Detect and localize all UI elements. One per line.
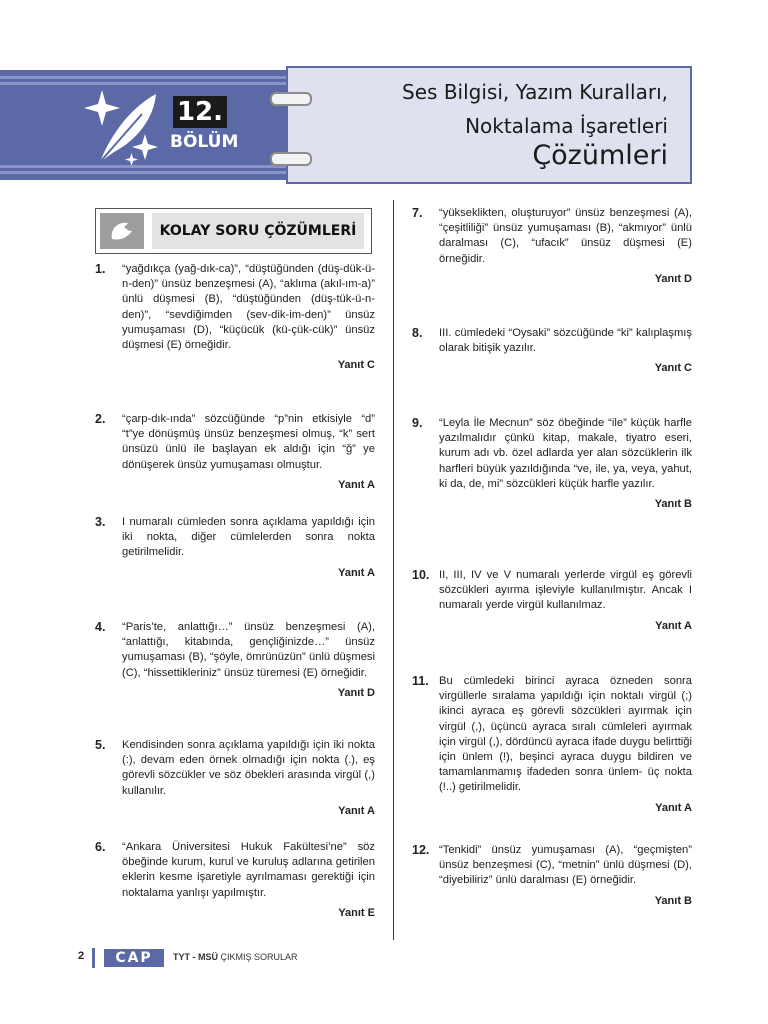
solution-text: “yağdıkça (yağ-dık-ca)”, “düştüğünden (düş-dük-ü-n-den)” ünsüz benzeşmesi (A), “aklıma (akıl-ım-a)” ünlü düşmesi (B), “düştüğünden (düş-tük-ü-n-den)”, “sevdiğimden (sev-dik-im-den)” ünsüz yumuşaması (D), “küçücük (kü-çük-cük)” ünsüz düşmesi (E) örneğidir. [122,263,375,352]
solution-number: 9. [412,416,423,430]
title-line-3: Çözümleri [532,140,668,171]
series-title-bold: TYT - MSÜ [173,952,218,962]
solution-answer: Yanıt B [654,894,692,907]
feather-icon [80,86,180,172]
solution-text: III. cümledeki “Oysaki” sözcüğünde “ki” kalıplaşmış olarak bitişik yazılır. [439,327,692,355]
solution-item [412,326,692,377]
binder-ring [270,92,312,106]
solution-text: “Ankara Üniversitesi Hukuk Fakültesi’ne” söz öbeğinde kurum, kurul ve kuruluş adlarına getirilen eklerin kesme işaretiyle ayrılmaması gerektiği için noktalama yanlışı yapılmıştır. [122,841,375,899]
series-title [173,952,298,962]
solution-answer: Yanıt B [654,498,692,511]
page-number: 2 [78,950,85,962]
solution-number: 12. [412,843,430,857]
solution-number: 7. [412,206,423,220]
solution-answer: Yanıt A [338,566,375,579]
solution-number: 2. [95,412,106,426]
solution-item [95,515,375,581]
solution-text: “Tenkidi” ünsüz yumuşaması (A), “geçmişten” ünsüz benzeşmesi (C), “metnin” ünlü düşmesi (D), “diyebiliriz” ünlü daralması (E) örneğidir. [439,844,692,887]
solution-number: 10. [412,568,430,582]
solution-text: II, III, IV ve V numaralı yerlerde virgül eş görevli sözcükleri ayırma işleviyle kullanılmıştır. Ancak I numaralı yerde virgül kullanılmaz. [439,569,692,612]
chapter-number: 12. [173,96,227,128]
solution-number: 5. [95,738,106,752]
solution-answer: Yanıt C [654,362,692,375]
solution-item [412,843,692,909]
solution-item [95,262,375,373]
solution-answer: Yanıt A [338,804,375,817]
solution-number: 3. [95,515,106,529]
solution-answer: Yanıt D [654,272,692,285]
solution-item [412,206,692,287]
solution-text: “çarp-dık-ında” sözcüğünde “p”nin etkisiyle “d” “t”ye dönüşmüş ünsüz benzeşmesi olmuş, “k” sert ünsüzü ünlü ile başlayan ek aldığı için “ğ” ye dönüşerek ünsüz yumuşaması olmuştur. [122,413,375,471]
series-title-rest: ÇIKMIŞ SORULAR [218,952,298,962]
solution-number: 6. [95,840,106,854]
solution-answer: Yanıt E [338,906,375,919]
solution-answer: Yanıt A [338,478,375,491]
solution-item [412,568,692,634]
chapter-label: BÖLÜM [170,132,239,152]
page-footer [78,948,378,968]
section-title: KOLAY SORU ÇÖZÜMLERİ [152,213,364,249]
solution-text: “yükseklikten, oluşturuyor” ünsüz benzeşmesi (A), “çeşitliliği” ünsüz yumuşaması (B), “akmıyor” ünlü daralması (C), “ufacık” ünsüz düşmesi (E) örneğidir. [439,207,692,265]
solution-item [95,738,375,819]
solution-number: 11. [412,674,429,688]
solution-text: I numaralı cümleden sonra açıklama yapıldığı için iki nokta, diğer cümlelerden sonra nokta getirilmelidir. [122,516,375,559]
solution-item [95,840,375,921]
solution-text: “Paris’te, anlattığı…” ünsüz benzeşmesi (A), “anlattığı, kitabında, gençliğinizde…” ünsüz yumuşaması (B), “şöyle, ömrünüzün” ünlü düşmesi (C), “hissettikleriniz” ünsüz türemesi (E) örneğidir. [122,621,375,679]
column-divider [393,200,394,940]
solution-text: Kendisinden sonra açıklama yapıldığı için iki nokta (:), devam eden örnek olmadığı için nokta (.), eş görevli sözcükler ve söz öbekleri arasında virgül (,) kullanılır. [122,739,375,797]
title-line-1: Ses Bilgisi, Yazım Kuralları, [402,80,668,104]
solution-item [412,674,692,816]
footer-divider [92,948,95,968]
solution-answer: Yanıt C [337,359,375,372]
solution-number: 8. [412,326,423,340]
solution-text: Bu cümledeki birinci ayraca özneden sonra virgüllerle sıralama yapıldığı için noktalı virgül (;) ikinci ayraca eş görevli sözcükleri ayırmak için virgül (,), üçüncü ayraca sıralı cümleleri ayırmak için virgül (,), dördüncü ayraca ifade duygu belirttiği için ünlem (!), beşinci ayraca duygu bildiren ve tamamlanmamış ifadeden sonra ünlem- üç nokta (!..) getirilmelidir. [439,675,692,794]
solution-item [95,412,375,493]
section-header [95,208,372,254]
solution-answer: Yanıt A [655,801,692,814]
solution-item [95,620,375,701]
bird-icon [100,213,144,249]
binder-ring [270,152,312,166]
solution-answer: Yanıt A [655,619,692,632]
solution-number: 1. [95,262,106,276]
publisher-logo: CAP [104,949,164,967]
solution-answer: Yanıt D [337,686,375,699]
solution-item [412,416,692,512]
title-line-2: Noktalama İşaretleri [465,114,668,138]
solution-number: 4. [95,620,106,634]
solution-text: “Leyla İle Mecnun” söz öbeğinde “ile” küçük harfle yazılmalıdır çünkü kitap, makale, tiyatro eseri, kurum adı vb. özel adlarda yer alan sözcüklerin ilk harfleri büyük yazıldığında “ve, ile, ya, veya, yahut, ki da, de, mi” sözcükleri küçük harfle yazılır. [439,417,692,490]
